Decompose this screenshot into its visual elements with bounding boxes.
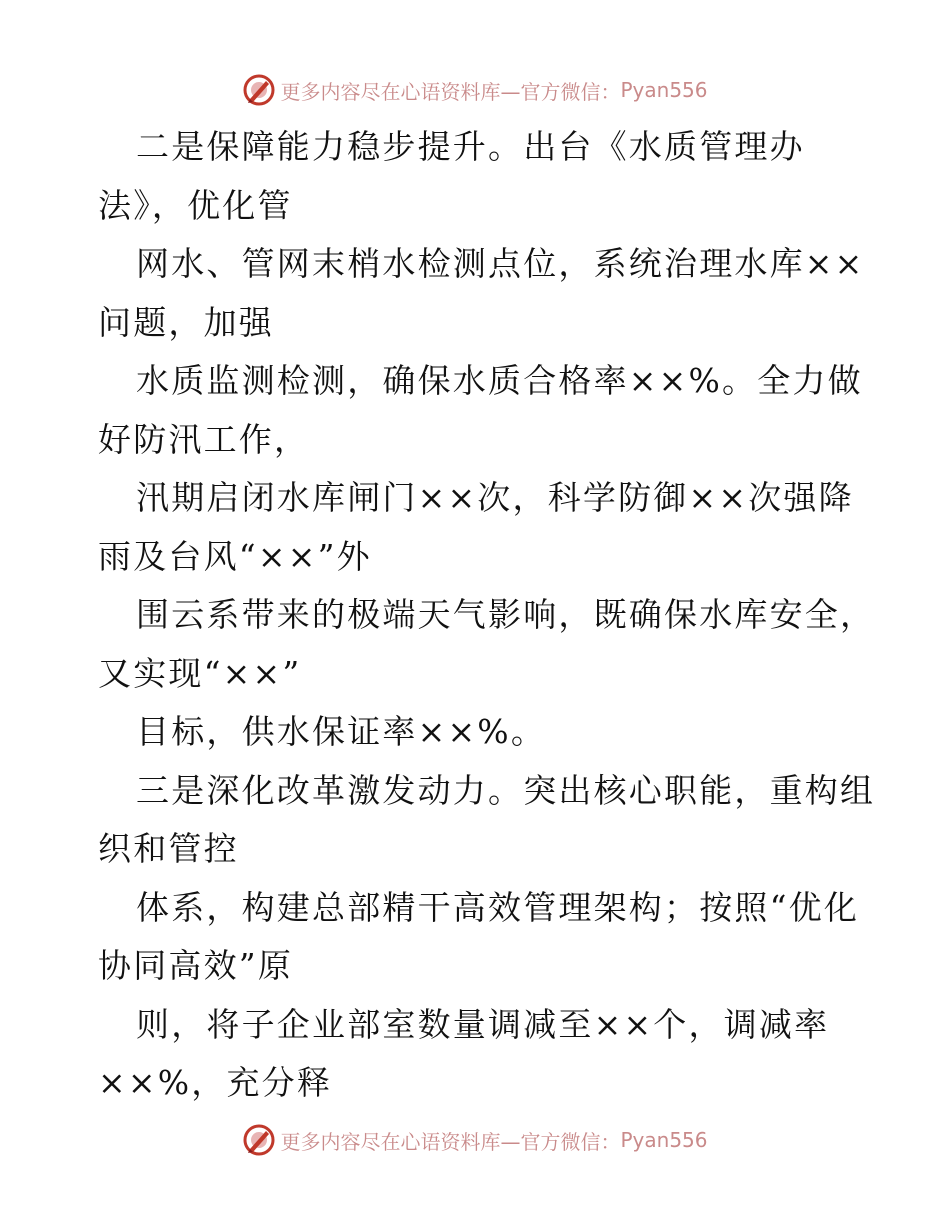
text-line: 又实现“××” xyxy=(98,653,302,693)
text-line: ××%，充分释 xyxy=(98,1063,333,1102)
text-line: 协同高效”原 xyxy=(98,946,294,985)
footer-watermark xyxy=(0,1120,950,1160)
text-line: 网水、管网末梢水检测点位，系统治理水库×× xyxy=(136,244,865,283)
watermark-text: 更多内容尽在心语资料库—官方微信： xyxy=(280,79,621,104)
text-line: 问题，加强 xyxy=(98,302,274,342)
red-seal-pen-icon xyxy=(242,73,276,107)
text-line: 法》，优化管 xyxy=(98,185,293,225)
text-line: 汛期启闭水库闸门××次，科学防御××次强降 xyxy=(136,478,854,517)
watermark-text: 更多内容尽在心语资料库—官方微信： xyxy=(280,1129,621,1154)
text-line: 三是深化改革激发动力。突出核心职能，重构组 xyxy=(136,770,876,810)
text-line: 织和管控 xyxy=(98,829,239,868)
watermark-wechat-id: Pyan556 xyxy=(620,1128,708,1152)
document-body xyxy=(98,118,876,1113)
red-seal-pen-icon xyxy=(242,1123,276,1157)
text-line: 则，将子企业部室数量调减至××个，调减率 xyxy=(136,1004,830,1044)
watermark-wechat-id: Pyan556 xyxy=(620,78,708,102)
text-line: 体系，构建总部精干高效管理架构；按照“优化 xyxy=(136,887,860,927)
text-line: 二是保障能力稳步提升。出台《水质管理办 xyxy=(136,127,805,166)
text-line: 雨及台风“××”外 xyxy=(98,536,372,576)
text-line: 好防汛工作， xyxy=(98,419,310,459)
text-line: 目标，供水保证率××%。 xyxy=(136,712,547,751)
header-watermark xyxy=(0,70,950,110)
text-line: 围云系带来的极端天气影响，既确保水库安全， xyxy=(136,595,876,634)
text-line: 水质监测检测，确保水质合格率××%。全力做 xyxy=(136,361,863,400)
